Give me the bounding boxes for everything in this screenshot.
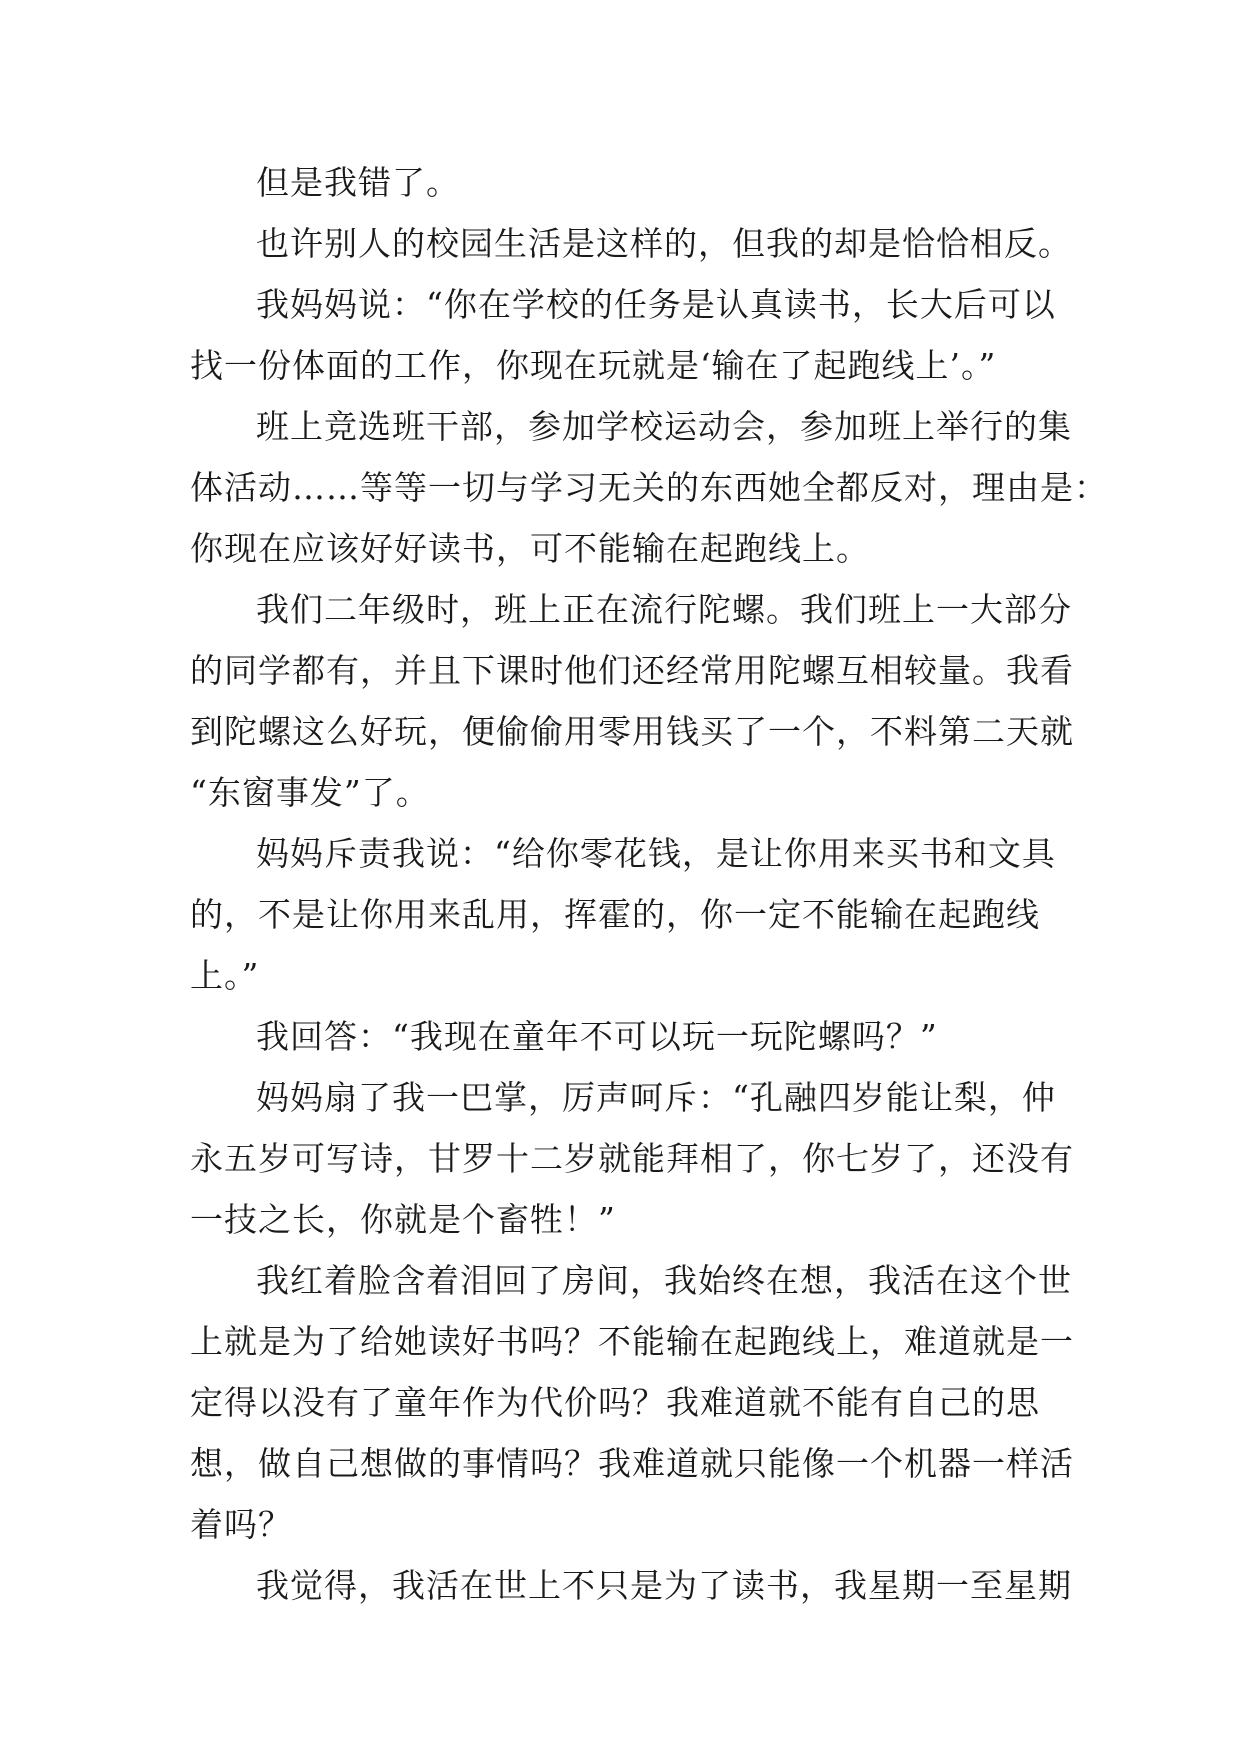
paragraph <box>190 152 1070 213</box>
text-line: 我觉得，我活在世上不只是为了读书，我星期一至星期 <box>256 1566 1072 1605</box>
paragraph <box>190 823 1070 1006</box>
text-line: 我妈妈说：“你在学校的任务是认真读书，长大后可以 <box>256 285 1056 324</box>
text-line: 我们二年级时，班上正在流行陀螺。我们班上一大部分 <box>256 590 1072 629</box>
text-line: 妈妈扇了我一巴掌，厉声呵斥：“孔融四岁能让梨，仲 <box>256 1078 1056 1117</box>
paragraph <box>190 213 1070 274</box>
text-line: 班上竞选班干部，参加学校运动会，参加班上举行的集 <box>256 407 1072 446</box>
text-line: 我红着脸含着泪回了房间，我始终在想，我活在这个世 <box>256 1261 1072 1300</box>
text-line: 的，不是让你用来乱用，挥霍的，你一定不能输在起跑线 <box>190 895 1040 934</box>
document-body <box>190 152 1108 1616</box>
paragraph <box>190 274 1070 396</box>
text-line: 着吗？ <box>190 1505 292 1544</box>
text-line: 也许别人的校园生活是这样的，但我的却是恰恰相反。 <box>256 224 1072 263</box>
paragraph <box>190 1006 1070 1067</box>
text-line: 定得以没有了童年作为代价吗？我难道就不能有自己的思 <box>190 1383 1040 1422</box>
paragraph <box>190 1250 1074 1555</box>
text-line: 到陀螺这么好玩，便偷偷用零用钱买了一个，不料第二天就 <box>190 712 1074 751</box>
text-line: 你现在应该好好读书，可不能输在起跑线上。 <box>190 529 870 568</box>
paragraph <box>190 396 1108 579</box>
text-line: 永五岁可写诗，甘罗十二岁就能拜相了，你七岁了，还没有 <box>190 1139 1074 1178</box>
text-line: 找一份体面的工作，你现在玩就是‘输在了起跑线上’。” <box>190 346 997 385</box>
text-line: 但是我错了。 <box>256 163 460 202</box>
paragraph <box>190 1555 1070 1616</box>
text-line: 妈妈斥责我说：“给你零花钱，是让你用来买书和文具 <box>256 834 1056 873</box>
paragraph <box>190 1067 1074 1250</box>
text-line: “东窗事发”了。 <box>190 773 430 812</box>
text-line: 上就是为了给她读好书吗？不能输在起跑线上，难道就是一 <box>190 1322 1074 1361</box>
text-line: 想，做自己想做的事情吗？我难道就只能像一个机器一样活 <box>190 1444 1074 1483</box>
text-line: 体活动……等等一切与学习无关的东西她全都反对，理由是： <box>190 468 1108 507</box>
text-line: 我回答：“我现在童年不可以玩一玩陀螺吗？” <box>256 1017 938 1056</box>
paragraph <box>190 579 1074 823</box>
text-line: 上。” <box>190 956 260 995</box>
text-line: 一技之长，你就是个畜牲！” <box>190 1200 616 1239</box>
text-line: 的同学都有，并且下课时他们还经常用陀螺互相较量。我看 <box>190 651 1074 690</box>
